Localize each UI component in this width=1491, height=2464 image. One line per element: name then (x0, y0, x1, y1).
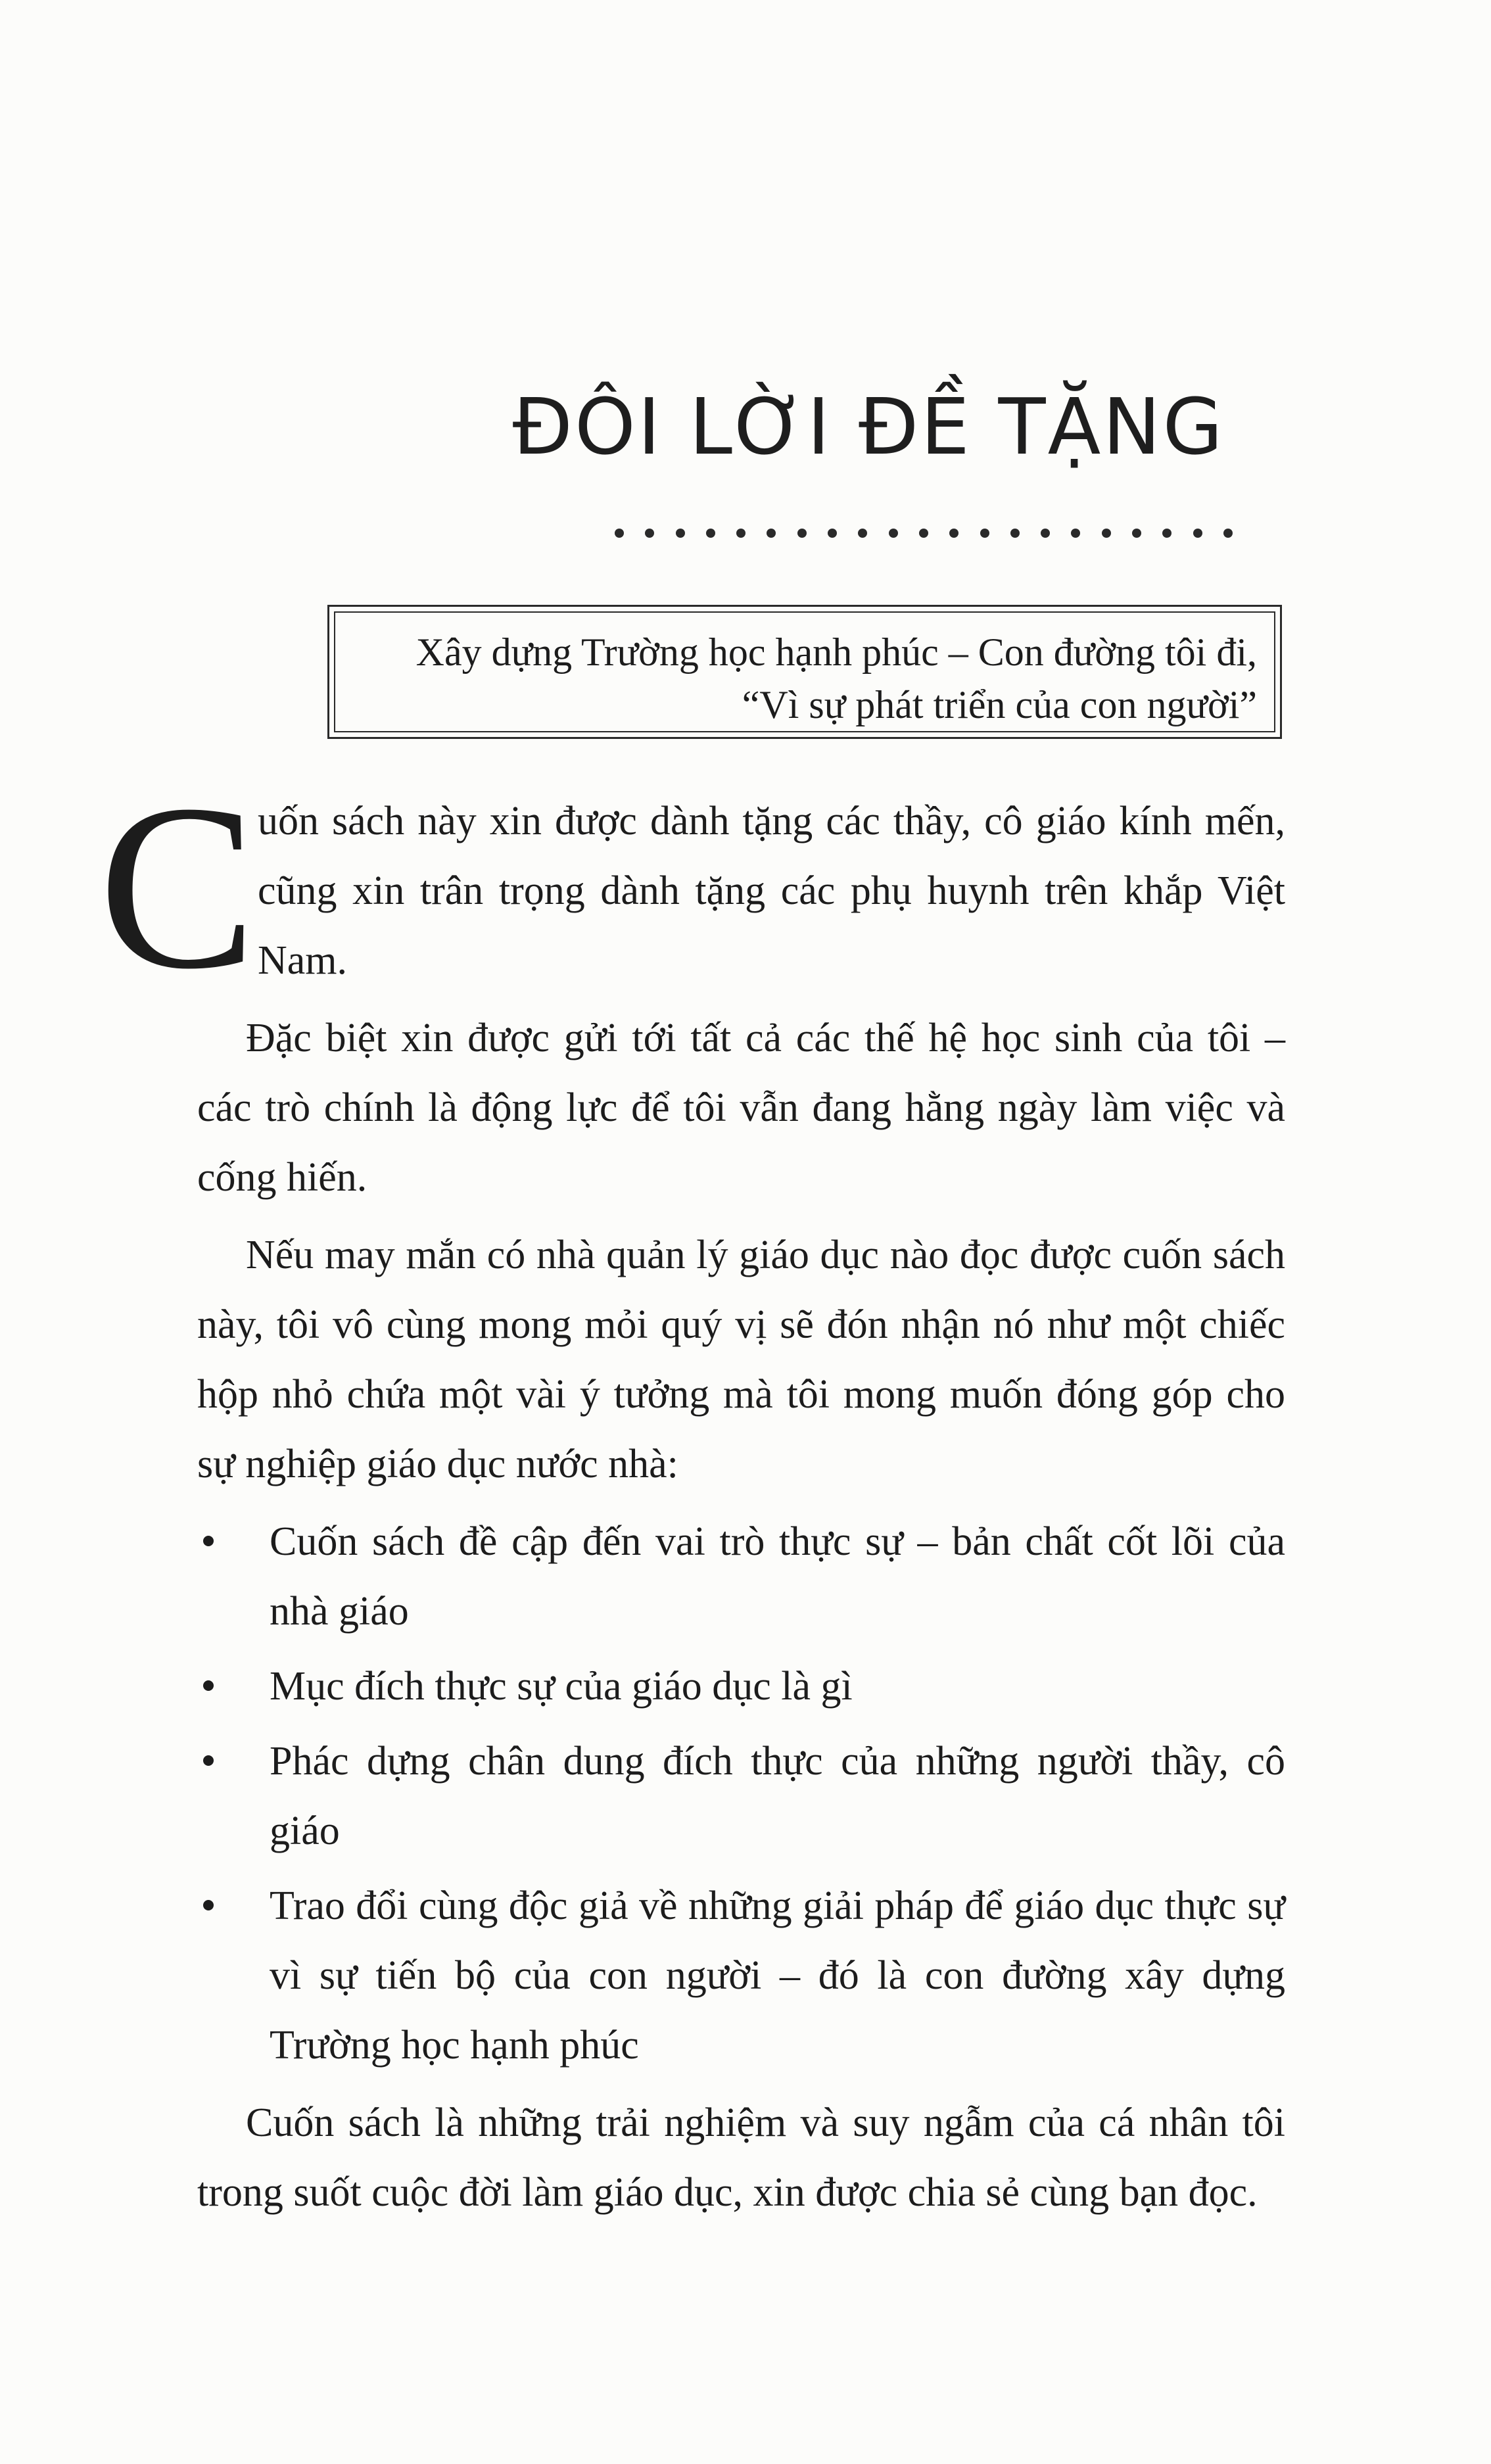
page-title: ĐÔI LỜI ĐỀ TẶNG (512, 381, 1225, 472)
bullet-text: Trao đổi cùng độc giả về những giải pháp để giáo dục thực sự vì sự tiến bộ của con người – đó là con đường xây dựng Trường học hạnh phúc (270, 1884, 1285, 2068)
bullet-icon (203, 1680, 214, 1691)
epigraph-line-1: Xây dựng Trường học hạnh phúc – Con đường tôi đi, (415, 630, 1257, 674)
bullet-icon (203, 1536, 214, 1546)
bullet-text: Cuốn sách đề cập đến vai trò thực sự – bản chất cốt lõi của nhà giáo (270, 1519, 1285, 1634)
paragraph-3: Nếu may mắn có nhà quản lý giáo dục nào đọc được cuốn sách này, tôi vô cùng mong mỏi quý vị sẽ đón nhận nó như một chiếc hộp nhỏ chứa một vài ý tưởng mà tôi mong muốn đóng góp cho sự nghiệp giáo dục nước nhà: (197, 1233, 1285, 1486)
paragraph-2: Đặc biệt xin được gửi tới tất cả các thế hệ học sinh của tôi – các trò chính là động lực để tôi vẫn đang hằng ngày làm việc và cống hiến. (197, 1016, 1285, 1200)
paragraph-1-text: uốn sách này xin được dành tặng các thầy, cô giáo kính mến, cũng xin trân trọng dành tặng các phụ huynh trên khắp Việt Nam. (258, 799, 1285, 983)
bullet-text: Mục đích thực sự của giáo dục là gì (270, 1664, 853, 1709)
bullet-text: Phác dựng chân dung đích thực của những người thầy, cô giáo (270, 1739, 1285, 1853)
dotted-divider (615, 523, 1233, 543)
drop-cap: C (99, 755, 257, 1018)
bullet-icon (203, 1900, 214, 1910)
body-text (99, 755, 1285, 2227)
bullet-icon (203, 1755, 214, 1766)
epigraph-inner-frame (334, 611, 1275, 732)
bullet-item (197, 1507, 1285, 1646)
paragraph-4: Cuốn sách là những trải nghiệm và suy ngẫm của cá nhân tôi trong suốt cuộc đời làm giáo dục, xin được chia sẻ cùng bạn đọc. (197, 2100, 1285, 2215)
bullet-item (197, 1871, 1285, 2080)
paragraph-1 (99, 755, 1285, 1018)
epigraph-box (327, 605, 1282, 739)
bullet-item (197, 1726, 1285, 1866)
bullet-list (197, 1507, 1285, 2080)
epigraph-line-2: “Vì sự phát triển của con người” (742, 683, 1257, 726)
bullet-item (197, 1651, 1285, 1721)
